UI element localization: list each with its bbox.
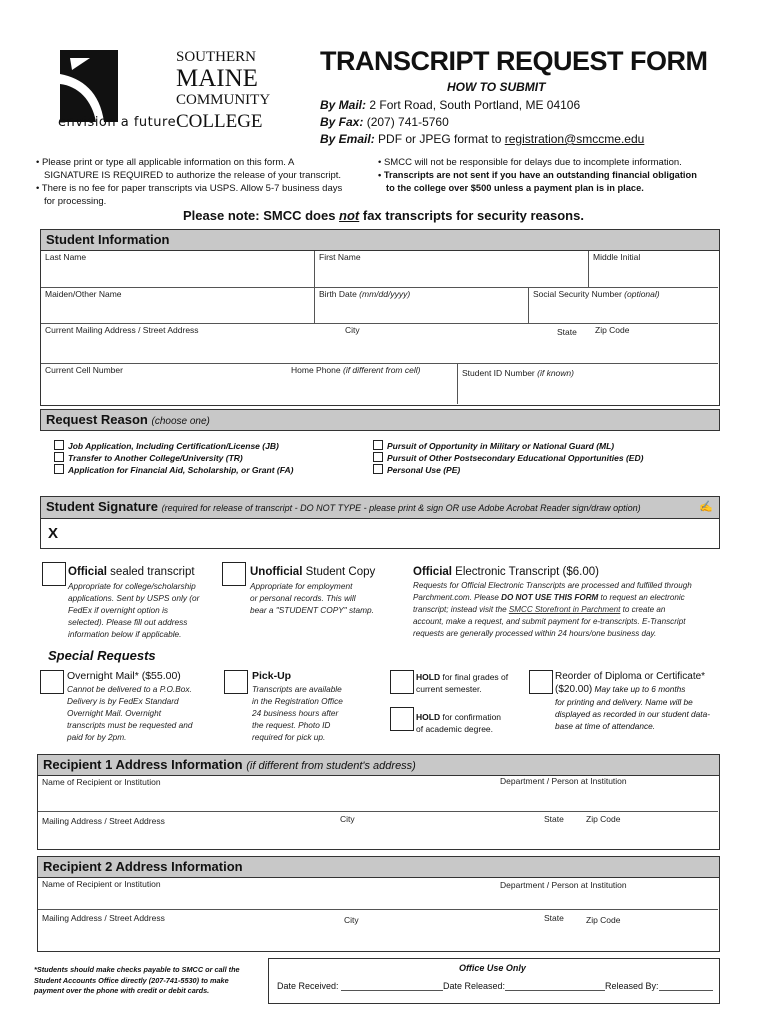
section-title: Recipient 1 Address Information <box>43 757 243 772</box>
checkbox[interactable] <box>54 440 64 450</box>
date-received-line[interactable] <box>341 990 443 991</box>
dept-label: Department / Person at Institution <box>500 880 627 890</box>
desc-line <box>413 604 692 616</box>
reason-option-ed[interactable] <box>373 452 643 464</box>
desc-line: transcripts must be requested and <box>67 720 193 730</box>
hold-degree-checkbox[interactable] <box>390 707 414 731</box>
bullet-line: • Transcripts are not sent if you have an outstanding financial obligation <box>378 170 697 180</box>
field-label: Name of Recipient or Institution <box>42 777 161 787</box>
logo-community: COMMUNITY <box>176 92 271 108</box>
checkbox[interactable] <box>54 452 64 462</box>
dept-label: Department / Person at Institution <box>500 776 627 786</box>
state-label: State <box>544 814 564 824</box>
desc-part: to create an <box>620 605 666 614</box>
submit-by-fax <box>320 115 449 129</box>
reason-option-ml[interactable] <box>373 440 643 452</box>
desc-line: account, make a request, and submit payment for e-transcripts. E-Transcript <box>413 617 686 626</box>
released-by-label: Released By: <box>605 981 659 991</box>
recipient2-box <box>37 878 720 952</box>
overnight-title: Overnight Mail* ($55.00) <box>67 670 181 682</box>
note-post: fax transcripts for security reasons. <box>359 208 584 223</box>
note-pre: Please note: SMCC does <box>183 208 340 223</box>
field-label: Home Phone <box>291 365 343 375</box>
logo-maine: MAINE <box>176 65 258 92</box>
date-released-line[interactable] <box>505 990 605 991</box>
zip-label: Zip Code <box>595 325 630 335</box>
option-bold: Unofficial <box>250 566 303 578</box>
hold-final-grades-label <box>416 671 508 695</box>
signature-field[interactable] <box>40 519 720 549</box>
fax-value: (207) 741-5760 <box>366 115 449 129</box>
logo-tagline: envision a future <box>58 115 177 130</box>
overnight-checkbox[interactable] <box>40 670 64 694</box>
desc-line: applications. Sent by USPS only (or <box>68 593 200 603</box>
section-title: Recipient 2 Address Information <box>43 859 243 874</box>
official-sealed-desc <box>68 580 199 640</box>
reason-option-jb[interactable] <box>54 440 293 452</box>
desc-line: Delivery is by FedEx Standard <box>67 696 179 706</box>
section-title: Request Reason <box>46 412 148 427</box>
desc-line: Transcripts are available <box>252 684 342 694</box>
option-rest: Electronic Transcript ($6.00) <box>451 566 599 578</box>
desc-line: FedEx if overnight option is <box>68 605 169 615</box>
recipient2-header <box>37 856 720 878</box>
student-info-box <box>40 251 720 406</box>
recipient1-box <box>37 776 720 850</box>
first-name-field[interactable] <box>315 251 589 288</box>
reorder-price: ($20.00) <box>555 684 593 695</box>
official-sealed-title <box>68 566 195 578</box>
unofficial-copy-title <box>250 566 375 578</box>
date-released-label: Date Released: <box>443 981 506 991</box>
zip-label: Zip Code <box>586 814 621 824</box>
option-label: Pursuit of Other Postsecondary Educational Opportunities (ED) <box>387 453 644 463</box>
hold-text: for final grades of <box>440 672 509 682</box>
option-label: Pursuit of Opportunity in Military or National Guard (ML) <box>387 441 615 451</box>
pickup-checkbox[interactable] <box>224 670 248 694</box>
ssn-field[interactable] <box>529 288 718 324</box>
desc-line: Appropriate for college/scholarship <box>68 581 196 591</box>
parchment-storefront-link[interactable]: SMCC Storefront in Parchment <box>508 605 621 614</box>
mail-label: By Mail: <box>320 98 367 112</box>
student-info-header <box>40 229 720 251</box>
reason-options-right <box>373 440 643 476</box>
recipient2-address-field[interactable] <box>38 910 718 950</box>
electronic-transcript-desc <box>413 580 692 640</box>
hold-final-grades-checkbox[interactable] <box>390 670 414 694</box>
option-label: Personal Use (PE) <box>387 465 461 475</box>
unofficial-copy-desc <box>250 580 374 616</box>
submit-by-mail <box>320 98 580 112</box>
pickup-title: Pick-Up <box>252 670 292 682</box>
hold-text: of academic degree. <box>416 724 494 734</box>
desc-line: requests are generally processed within 24 hours/one business day. <box>413 629 657 638</box>
option-bold: Official <box>413 566 452 578</box>
field-hint: (if different from cell) <box>342 365 421 375</box>
checkbox[interactable] <box>373 440 383 450</box>
desc-line: paid for by 2pm. <box>67 732 127 742</box>
hold-degree-label <box>416 711 501 735</box>
zip-label: Zip Code <box>586 915 621 925</box>
bullet-line: to the college over $500 unless a payment plan is in place. <box>386 183 644 193</box>
note-line: *Students should make checks payable to SMCC or call the <box>34 965 240 974</box>
home-phone-label <box>291 365 420 375</box>
state-label: State <box>557 327 577 337</box>
field-label: Middle Initial <box>593 252 641 262</box>
recipient2-name-field[interactable] <box>38 878 718 910</box>
logo-mark-icon <box>60 50 118 122</box>
payment-note <box>34 965 240 997</box>
bullet-line: for processing. <box>44 196 107 207</box>
college-logo <box>58 46 273 138</box>
desc-part: to request an electronic <box>598 593 685 602</box>
recipient1-address-field[interactable] <box>38 812 718 848</box>
request-reason-header <box>40 409 720 431</box>
bullet-line: • SMCC will not be responsible for delays due to incomplete information. <box>378 157 682 168</box>
instructions-right <box>378 156 758 195</box>
option-bold: Official <box>68 566 107 578</box>
recipient1-header <box>37 754 720 776</box>
section-note: (if different from student's address) <box>246 760 416 772</box>
maiden-name-field[interactable] <box>41 288 315 324</box>
field-label: Current Mailing Address / Street Address <box>45 325 199 335</box>
pen-icon[interactable]: ✍ <box>699 501 713 513</box>
note-line: Student Accounts Office directly (207-741-5530) to make <box>34 975 229 985</box>
reason-options-left <box>54 440 293 476</box>
desc-line: Overnight Mail. Overnight <box>67 708 162 718</box>
section-title: Student Signature <box>46 499 158 514</box>
field-label: Last Name <box>45 252 87 262</box>
desc-line: for printing and delivery. Name will be <box>555 697 693 707</box>
option-label: Transfer to Another College/University (TR) <box>68 453 243 463</box>
reorder-diploma-checkbox[interactable] <box>529 670 553 694</box>
city-label: City <box>344 915 359 925</box>
section-note: (choose one) <box>151 416 210 427</box>
bullet-line: • Please print or type all applicable information on this form. A <box>36 157 295 168</box>
reason-option-fa[interactable] <box>54 464 293 476</box>
birth-date-field[interactable] <box>315 288 529 324</box>
desc-line: Appropriate for employment <box>250 581 353 591</box>
section-title: Student Information <box>46 232 170 247</box>
fax-label: By Fax: <box>320 115 364 129</box>
field-label: Social Security Number <box>533 289 625 299</box>
electronic-transcript-title <box>413 566 599 578</box>
hold-bold: HOLD <box>416 712 441 722</box>
field-hint: (mm/dd/yyyy) <box>359 289 411 299</box>
section-note: (required for release of transcript - DO NOT TYPE - please print & sign OR use Adobe Acrobat Reader sign/draw option) <box>161 503 641 513</box>
desc-line: required for pick up. <box>252 732 326 742</box>
desc-line <box>413 592 692 604</box>
overnight-desc <box>67 683 192 743</box>
email-link[interactable]: registration@smccme.edu <box>504 132 645 146</box>
instructions-left <box>36 156 376 208</box>
checkbox[interactable] <box>373 464 383 474</box>
middle-initial-field[interactable] <box>589 251 718 288</box>
option-label: Application for Financial Aid, Scholarship, or Grant (FA) <box>68 465 294 475</box>
bullet-line: • There is no fee for paper transcripts via USPS. Allow 5-7 business days <box>36 183 343 194</box>
email-value: PDF or JPEG format to <box>378 132 505 146</box>
desc-line: in the Registration Office <box>252 696 343 706</box>
fax-note <box>183 208 584 223</box>
page-title: TRANSCRIPT REQUEST FORM <box>320 46 708 76</box>
pickup-desc <box>252 683 343 743</box>
student-id-field[interactable] <box>458 364 718 404</box>
field-label: Birth Date <box>319 289 360 299</box>
desc-part: transcript; instead visit the <box>413 605 509 614</box>
desc-line: displayed as recorded in our student data- <box>555 709 710 719</box>
reason-option-tr[interactable] <box>54 452 293 464</box>
cell-phone-field[interactable] <box>41 364 458 404</box>
checkbox[interactable] <box>54 464 64 474</box>
field-label: Mailing Address / Street Address <box>42 913 165 923</box>
field-label: Name of Recipient or Institution <box>42 879 161 889</box>
recipient1-name-field[interactable] <box>38 776 718 812</box>
office-use-box <box>268 958 720 1004</box>
desc-part: Parchment.com. Please <box>413 593 502 602</box>
field-label: Current Cell Number <box>45 365 123 375</box>
office-use-title: Office Use Only <box>459 963 526 973</box>
hold-text: current semester. <box>416 684 482 694</box>
desc-line: the request. Photo ID <box>252 720 331 730</box>
submit-by-email <box>320 132 644 146</box>
mailing-address-field[interactable] <box>41 324 718 364</box>
desc-line: or personal records. This will <box>250 593 356 603</box>
desc-line: bear a "STUDENT COPY" stamp. <box>250 605 374 615</box>
signature-x: X <box>48 525 59 542</box>
official-sealed-checkbox[interactable] <box>42 562 66 586</box>
reorder-desc <box>555 683 710 732</box>
bullet-line: SIGNATURE IS REQUIRED to authorize the release of your transcript. <box>44 170 342 181</box>
hold-text: for confirmation <box>440 712 502 722</box>
city-label: City <box>345 325 360 335</box>
reorder-title: Reorder of Diploma or Certificate* <box>555 671 706 682</box>
released-by-line[interactable] <box>659 990 713 991</box>
desc-line: 24 business hours after <box>252 708 339 718</box>
desc-line: May take up to 6 months <box>592 684 686 694</box>
field-hint: (if known) <box>537 368 574 378</box>
reason-option-pe[interactable] <box>373 464 643 476</box>
mail-value: 2 Fort Road, South Portland, ME 04106 <box>369 98 581 112</box>
note-line: payment over the phone with credit or debit cards. <box>34 986 210 995</box>
desc-line: Cannot be delivered to a P.O.Box. <box>67 684 192 694</box>
hold-bold: HOLD <box>416 672 441 682</box>
desc-line: Requests for Official Electronic Transcripts are processed and fulfilled through <box>413 581 692 590</box>
last-name-field[interactable] <box>41 251 315 288</box>
signature-header <box>40 496 720 519</box>
city-label: City <box>340 814 355 824</box>
desc-line: selected). Please fill out address <box>68 617 188 627</box>
email-label: By Email: <box>320 132 375 146</box>
date-received-label: Date Received: <box>277 981 339 991</box>
how-to-submit-heading: HOW TO SUBMIT <box>447 80 546 94</box>
field-label: First Name <box>319 252 361 262</box>
note-emph: not <box>339 208 360 223</box>
desc-bold: DO NOT USE THIS FORM <box>501 593 599 602</box>
state-label: State <box>544 913 564 923</box>
checkbox[interactable] <box>373 452 383 462</box>
field-label: Student ID Number <box>462 368 538 378</box>
special-requests-heading: Special Requests <box>48 648 156 663</box>
field-label: Mailing Address / Street Address <box>42 816 165 826</box>
desc-line: information below if applicable. <box>68 629 182 639</box>
option-label: Job Application, Including Certification/License (JB) <box>68 441 279 451</box>
unofficial-copy-checkbox[interactable] <box>222 562 246 586</box>
desc-line: base at time of attendance. <box>555 721 656 731</box>
logo-college: COLLEGE <box>176 111 263 132</box>
option-rest: Student Copy <box>302 566 376 578</box>
field-hint: (optional) <box>624 289 660 299</box>
option-rest: sealed transcript <box>106 566 195 578</box>
logo-southern: SOUTHERN <box>176 49 257 65</box>
field-label: Maiden/Other Name <box>45 289 122 299</box>
